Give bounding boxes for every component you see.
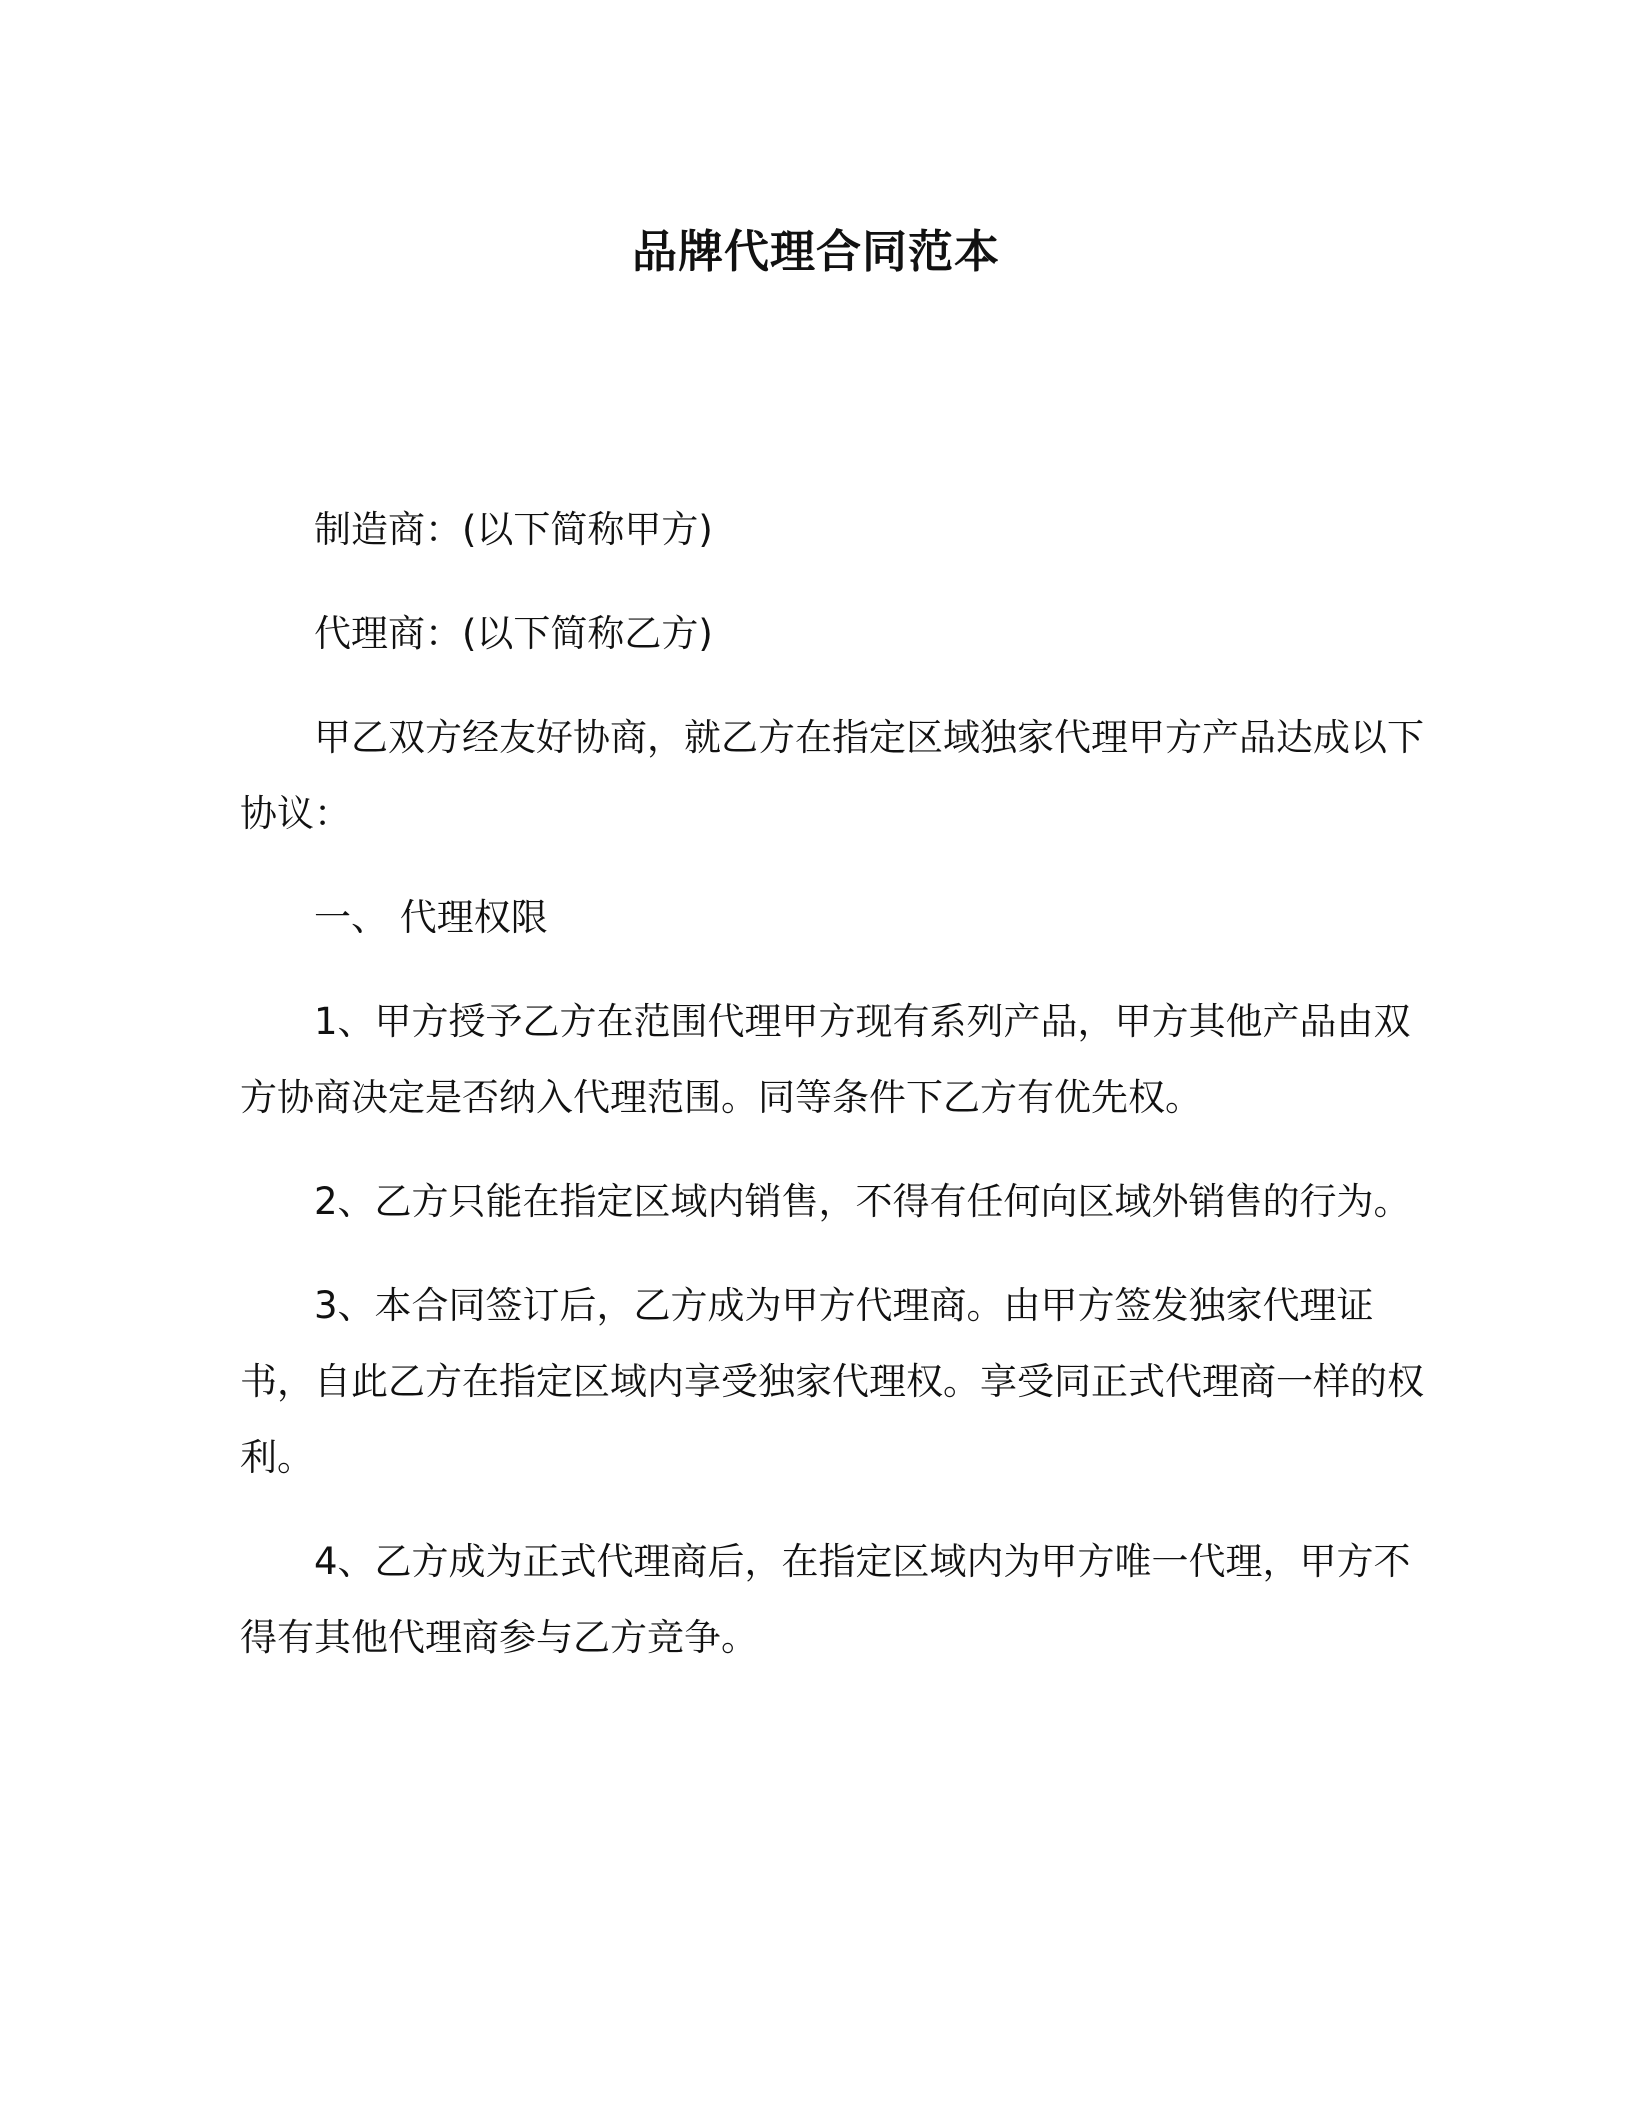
agent-line: 代理商：(以下简称乙方) [314, 612, 713, 655]
section-heading: 一、 代理权限 [314, 896, 548, 939]
clause-2-paragraph: 2、乙方只能在指定区域内销售，不得有任何向区域外销售的行为。 [314, 1180, 1411, 1223]
document-body [240, 492, 1430, 1676]
document-title: 品牌代理合同范本 [631, 225, 1000, 278]
manufacturer-line: 制造商：(以下简称甲方) [314, 508, 713, 551]
clause-3-paragraph: 3、本合同签订后，乙方成为甲方代理商。由甲方签发独家代理证书，自此乙方在指定区域内享受独家代理权。享受同正式代理商一样的权利。 [240, 1284, 1424, 1479]
clause-4-paragraph: 4、乙方成为正式代理商后，在指定区域内为甲方唯一代理，甲方不得有其他代理商参与乙方竞争。 [240, 1540, 1411, 1659]
preamble-paragraph: 甲乙双方经友好协商，就乙方在指定区域独家代理甲方产品达成以下协议： [240, 716, 1424, 835]
clause-1-paragraph: 1、甲方授予乙方在范围代理甲方现有系列产品，甲方其他产品由双方协商决定是否纳入代理范围。同等条件下乙方有优先权。 [240, 1000, 1411, 1119]
